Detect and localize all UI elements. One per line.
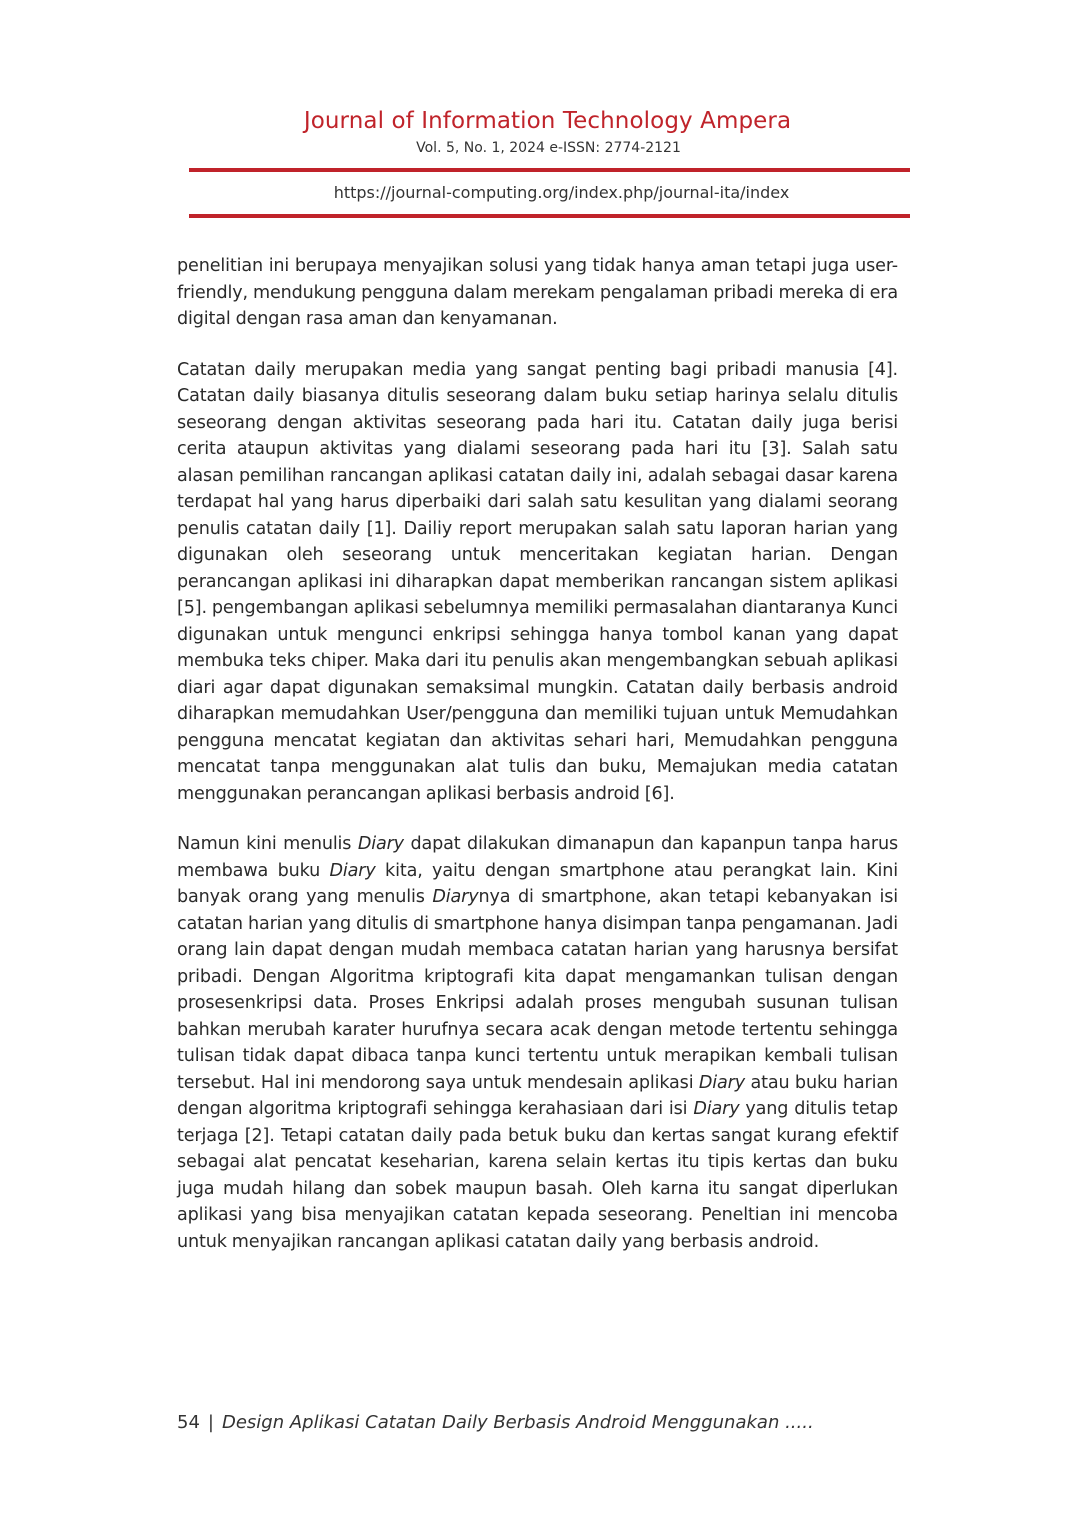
p3-text-5: atau buku harian dengan algoritma kriptografi sehingga kerahasiaan dari isi [177,1072,898,1119]
diary-term: Diary [357,834,404,854]
page-footer [177,1412,814,1433]
p3-text-6: yang ditulis tetap terjaga [2]. Tetapi catatan daily pada betuk buku dan kertas sangat kurang efektif sebagai alat pencatat keseharian, karena selain kertas itu tipis kertas dan buku juga mudah hilang dan sobek maupun basah. Oleh karna itu sangat diperlukan aplikasi yang bisa menyajikan catatan kepada seseorang. Peneltian ini mencoba untuk menyajikan rancangan aplikasi catatan daily yang berbasis android. [177,1099,898,1252]
journal-url: https://journal-computing.org/index.php/journal-ita/index [333,183,790,202]
p3-text-4: nya di smartphone, akan tetapi kebanyakan isi catatan harian yang ditulis di smartphone hanya disimpan tanpa pengamanan. Jadi orang lain dapat dengan mudah membaca catatan harian yang harusnya bersifat pribadi. Dengan Algoritma kriptografi kita dapat mengamankan tulisan dengan prosesenkripsi data. Proses Enkripsi adalah proses mengubah susunan tulisan bahkan merubah karater hurufnya secara acak dengan metode tertentu sehingga tulisan tidak dapat dibaca tanpa kunci tertentu untuk merapikan kembali tulisan tersebut. Hal ini mendorong saya untuk mendesain aplikasi [177,887,898,1093]
header-rule-top [189,168,910,172]
journal-title: Journal of Information Technology Ampera [303,108,792,134]
p3-text-1: Namun kini menulis [177,834,358,854]
volume-issn-line: Vol. 5, No. 1, 2024 e-ISSN: 2774-2121 [416,140,681,156]
diary-term: Diary [698,1072,746,1093]
page-number: 54 [177,1412,200,1433]
paragraph-3 [177,831,898,1255]
paragraph-2: Catatan daily merupakan media yang sangat penting bagi pribadi manusia [4]. Catatan daily biasanya ditulis seseorang dalam buku setiap harinya selalu ditulis seseorang dengan aktivitas seseorang pada hari itu. Catatan daily juga berisi cerita ataupun aktivitas yang dialami seseorang pada hari itu [3]. Salah satu alasan pemilihan rancangan aplikasi catatan daily ini, adalah sebagai dasar karena terdapat hal yang harus diperbaiki dari salah satu kesulitan yang dialami seorang penulis catatan daily [1]. Dailiy report merupakan salah satu laporan harian yang digunakan oleh seseorang untuk menceritakan kegiatan harian. Dengan perancangan aplikasi ini diharapkan dapat memberikan rancangan sistem aplikasi [5]. pengembangan aplikasi sebelumnya memiliki permasalahan diantaranya Kunci digunakan untuk mengunci enkripsi sehingga hanya tombol kanan yang dapat membuka teks chiper. Maka dari itu penulis akan mengembangkan sebuah aplikasi diari agar dapat digunakan semaksimal mungkin. Catatan daily berbasis android diharapkan memudahkan User/pengguna dan memiliki tujuan untuk Memudahkan pengguna mencatat kegiatan dan aktivitas sehari hari, Memudahkan pengguna mencatat tanpa menggunakan alat tulis dan buku, Memajukan media catatan menggunakan perancangan aplikasi berbasis android [6]. [177,359,898,804]
running-title: Design Aplikasi Catatan Daily Berbasis Android Menggunakan ..... [221,1412,814,1433]
diary-term: Diary [432,887,479,907]
paragraph-1: penelitian ini berupaya menyajikan solusi yang tidak hanya aman tetapi juga user-friendly, mendukung pengguna dalam merekam pengalaman pribadi mereka di era digital dengan rasa aman dan kenyamanan. [177,256,898,329]
diary-term: Diary [329,860,376,881]
p3-text-2: dapat dilakukan dimanapun dan kapanpun tanpa harus membawa buku [177,834,898,881]
p3-text-3: kita, yaitu dengan smartphone atau perangkat lain. Kini banyak orang yang menulis [177,860,898,907]
article-body [177,253,898,1279]
journal-header [0,108,1075,156]
diary-term: Diary [693,1099,740,1119]
footer-separator: | [207,1412,214,1433]
header-rule-bottom [189,214,910,218]
